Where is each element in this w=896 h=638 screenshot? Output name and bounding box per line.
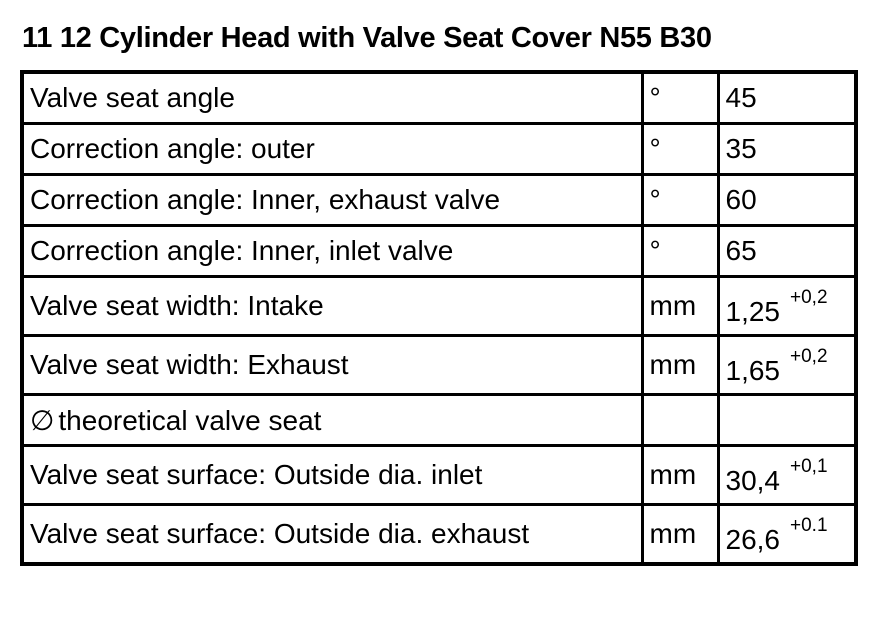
- table-row: [22, 336, 856, 395]
- row-label: Valve seat width: Intake: [22, 277, 642, 336]
- row-unit: mm: [642, 446, 718, 505]
- row-tolerance: +0,2: [790, 346, 828, 367]
- row-unit: °: [642, 175, 718, 226]
- table-row: [22, 446, 856, 505]
- row-value-cell: [718, 226, 856, 277]
- row-label: Correction angle: Inner, inlet valve: [22, 226, 642, 277]
- row-value-cell: [718, 395, 856, 446]
- table-row: [22, 226, 856, 277]
- diameter-icon: ∅: [30, 404, 55, 436]
- row-label: Valve seat surface: Outside dia. inlet: [22, 446, 642, 505]
- row-label: theoretical valve seat: [58, 404, 322, 436]
- table-row: [22, 277, 856, 336]
- row-unit: °: [642, 124, 718, 175]
- row-value: 26,6: [725, 524, 780, 555]
- row-unit: mm: [642, 336, 718, 395]
- row-value: 1,25: [725, 296, 780, 327]
- row-value: 65: [725, 235, 757, 266]
- row-unit: mm: [642, 505, 718, 565]
- row-value-cell: [718, 505, 856, 565]
- row-label: Valve seat angle: [22, 72, 642, 124]
- row-value: 30,4: [725, 465, 780, 496]
- row-tolerance: +0,2: [790, 287, 828, 308]
- row-value-cell: [718, 72, 856, 124]
- row-label: Correction angle: outer: [22, 124, 642, 175]
- row-value-cell: [718, 336, 856, 395]
- row-value: 45: [725, 82, 757, 113]
- row-value: 1,65: [725, 355, 780, 386]
- row-value-cell: [718, 277, 856, 336]
- specification-table: [20, 70, 858, 566]
- row-unit: [642, 395, 718, 446]
- row-label: Correction angle: Inner, exhaust valve: [22, 175, 642, 226]
- table-row: [22, 175, 856, 226]
- table-row: [22, 124, 856, 175]
- row-value-cell: [718, 124, 856, 175]
- row-tolerance: +0,1: [790, 456, 828, 477]
- table-row: [22, 395, 856, 446]
- table-row: [22, 505, 856, 565]
- table-row: [22, 72, 856, 124]
- row-value-cell: [718, 175, 856, 226]
- row-unit: °: [642, 226, 718, 277]
- row-value-cell: [718, 446, 856, 505]
- row-label: Valve seat width: Exhaust: [22, 336, 642, 395]
- row-tolerance: +0.1: [790, 515, 828, 536]
- row-value: 35: [725, 133, 757, 164]
- row-unit: °: [642, 72, 718, 124]
- row-label-cell: [22, 395, 642, 446]
- row-value: 60: [725, 184, 757, 215]
- page-title: 11 12 Cylinder Head with Valve Seat Cover N55 B30: [22, 22, 712, 54]
- row-label: Valve seat surface: Outside dia. exhaust: [22, 505, 642, 565]
- row-unit: mm: [642, 277, 718, 336]
